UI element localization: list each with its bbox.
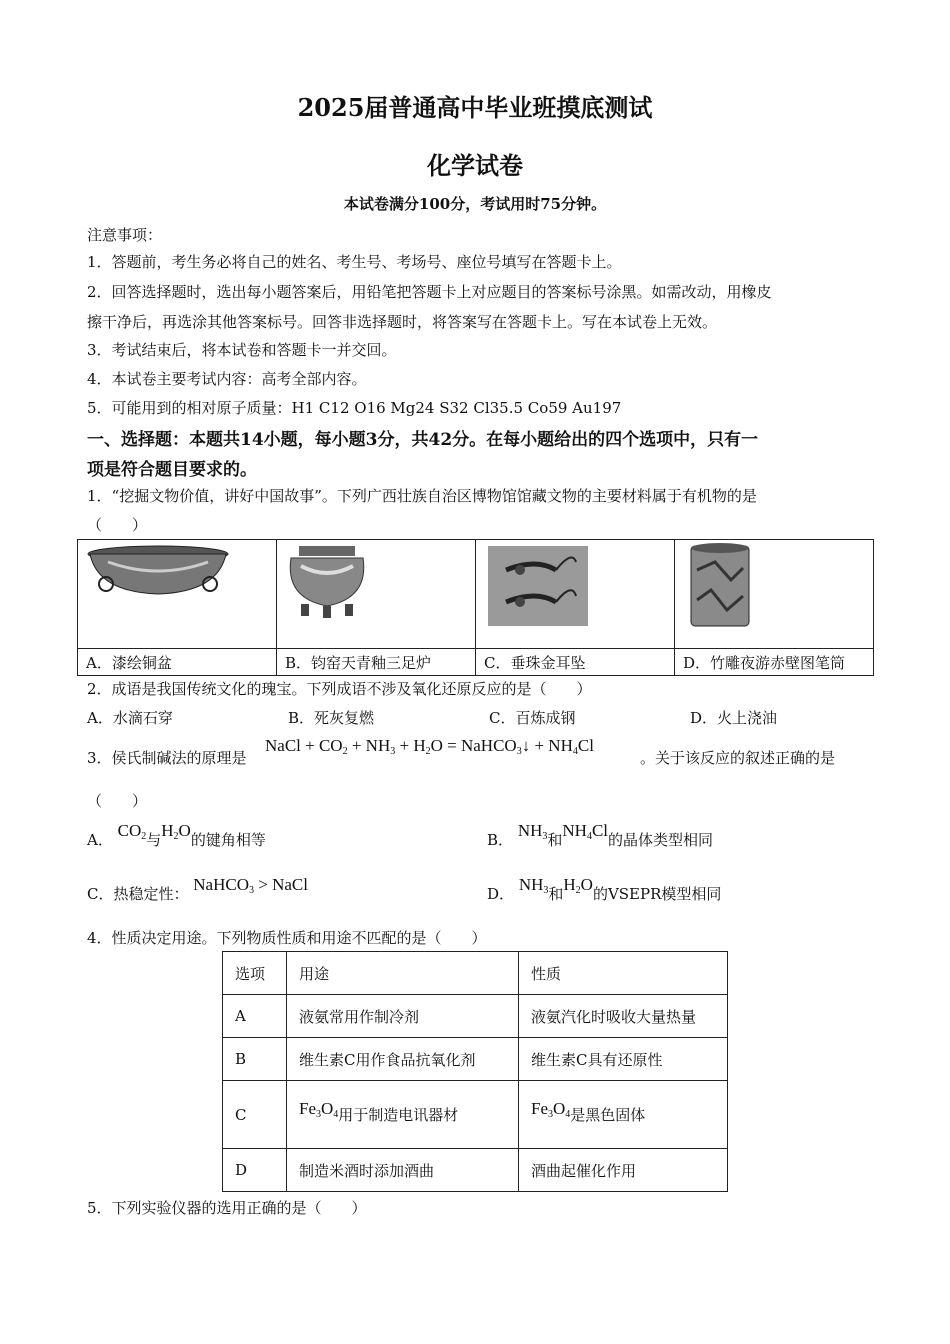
question-4-stem: 4．性质决定用途。下列物质性质和用途不匹配的是（ ） — [87, 929, 487, 947]
option-a[interactable]: A．漆绘铜盆 — [78, 649, 277, 676]
note-item: 2．回答选择题时，选出每小题答案后，用铅笔把答题卡上对应题目的答案标号涂黑。如需改动，用橡皮 — [87, 283, 772, 301]
exam-info: 本试卷满分100分，考试用时75分钟。 — [343, 195, 607, 213]
notes-heading: 注意事项： — [87, 226, 163, 244]
exam-subject: 化学试卷 — [427, 151, 523, 180]
option-label: D． — [487, 885, 515, 903]
option-cell: A — [223, 995, 287, 1038]
option-text: 和 — [548, 885, 564, 903]
section-heading-cont: 项是符合题目要求的。 — [87, 460, 257, 480]
section-heading: 一、选择题：本题共14小题，每小题3分，共42分。在每小题给出的四个选项中，只有一 — [87, 430, 759, 450]
option-c[interactable]: C．垂珠金耳坠 — [476, 649, 675, 676]
option-b[interactable] — [487, 821, 714, 851]
formula: $NH_3$ — [518, 875, 549, 896]
question-3-stem-cont: 。关于该反应的叙述正确的是 — [640, 749, 836, 767]
option-c[interactable]: C．百炼成钢 — [489, 709, 576, 727]
table-row[interactable] — [223, 1038, 728, 1081]
option-cell: D — [223, 1149, 287, 1192]
option-a[interactable]: A．水滴石穿 — [87, 709, 173, 727]
note-item: 1．答题前，考生务必将自己的姓名、考生号、考场号、座位号填写在答题卡上。 — [87, 253, 622, 271]
formula: $H_2O$ — [161, 821, 191, 842]
option-b[interactable]: B．死灰复燃 — [288, 709, 375, 727]
question-1-stem: 1．“挖掘文物价值，讲好中国故事”。下列广西壮族自治区博物馆馆藏文物的主要材料属于有机物的是 — [87, 487, 757, 505]
use-cell — [287, 1081, 519, 1149]
note-item: 5．可能用到的相对原子质量：H1 C12 O16 Mg24 S32 Cl35.5 Co59 Au197 — [87, 399, 622, 417]
reaction-equation: NaCl + $CO_2 + NH_3 + H_2O$ = NaHCO$_3$↓ + $NH_4Cl$ — [265, 736, 594, 757]
option-d[interactable]: D．火上浇油 — [690, 709, 778, 727]
option-text: 和 — [547, 831, 563, 849]
formula: $H_2O$ — [563, 875, 593, 896]
formula: $NH_3$ — [517, 821, 548, 842]
question-3-paren: （ ） — [87, 792, 148, 810]
exam-title: 2025届普通高中毕业班摸底测试 — [297, 93, 653, 122]
property-cell: 酒曲起催化作用 — [519, 1149, 728, 1192]
property-cell — [519, 1081, 728, 1149]
property-cell: 维生素C具有还原性 — [519, 1038, 728, 1081]
option-text: 与 — [146, 831, 162, 849]
gold-earrings-image — [476, 540, 675, 649]
formula: $NH_4Cl$ — [562, 821, 609, 842]
option-label: B． — [487, 831, 514, 849]
formula: NaHCO$_3$ > NaCl — [193, 875, 308, 896]
use-cell: 制造米酒时添加酒曲 — [287, 1149, 519, 1192]
table-header: 用途 — [287, 952, 519, 995]
formula: $Fe_3O_4$ — [531, 1098, 571, 1120]
option-label: A． — [87, 831, 113, 849]
use-text: 用于制造电讯器材 — [338, 1105, 459, 1124]
option-label: C．热稳定性： — [87, 885, 189, 903]
table-row[interactable] — [223, 995, 728, 1038]
question-4-table — [222, 951, 728, 1192]
bamboo-brush-pot-image — [675, 540, 874, 649]
property-text: 是黑色固体 — [570, 1105, 646, 1124]
option-cell: B — [223, 1038, 287, 1081]
formula: $CO_2$ — [117, 821, 147, 842]
option-a[interactable] — [87, 821, 266, 851]
copper-basin-image — [78, 540, 277, 649]
use-cell: 液氨常用作制冷剂 — [287, 995, 519, 1038]
question-5-stem: 5．下列实验仪器的选用正确的是（ ） — [87, 1199, 367, 1217]
option-cell: C — [223, 1081, 287, 1149]
question-2-stem: 2．成语是我国传统文化的瑰宝。下列成语不涉及氧化还原反应的是（ ） — [87, 680, 592, 698]
property-cell: 液氨汽化时吸收大量热量 — [519, 995, 728, 1038]
option-b[interactable]: B．钧窑天青釉三足炉 — [277, 649, 476, 676]
table-header: 性质 — [519, 952, 728, 995]
tripod-censer-image — [277, 540, 476, 649]
option-d[interactable] — [487, 875, 722, 905]
option-d[interactable]: D．竹雕夜游赤壁图笔筒 — [675, 649, 874, 676]
question-1-paren: （ ） — [87, 516, 148, 534]
option-text: 的晶体类型相同 — [608, 831, 714, 849]
table-header-row — [223, 952, 728, 995]
question-1-options-table — [77, 539, 874, 676]
note-item: 3．考试结束后，将本试卷和答题卡一并交回。 — [87, 341, 397, 359]
table-header: 选项 — [223, 952, 287, 995]
table-row[interactable] — [223, 1081, 728, 1149]
option-text: 的VSEPR模型相同 — [592, 885, 722, 903]
use-cell: 维生素C用作食品抗氧化剂 — [287, 1038, 519, 1081]
option-text: 的键角相等 — [190, 831, 266, 849]
note-item: 4．本试卷主要考试内容：高考全部内容。 — [87, 370, 367, 388]
formula: $Fe_3O_4$ — [299, 1098, 339, 1120]
option-c[interactable] — [87, 875, 308, 905]
question-3-stem: 3．侯氏制碱法的原理是 — [87, 749, 247, 767]
note-item: 擦干净后，再选涂其他答案标号。回答非选择题时，将答案写在答题卡上。写在本试卷上无效。 — [87, 313, 718, 331]
table-row[interactable] — [223, 1149, 728, 1192]
